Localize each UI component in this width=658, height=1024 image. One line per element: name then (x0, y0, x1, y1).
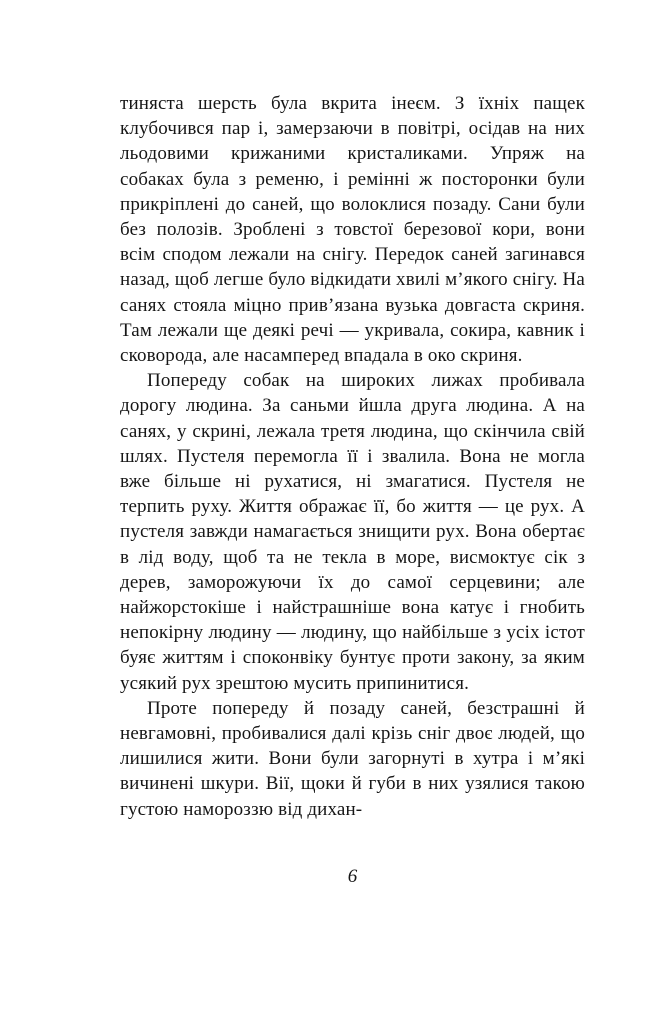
text-column (120, 91, 585, 822)
page-number: 6 (347, 866, 358, 887)
paragraph-2: Попереду собак на широких лижах пробивала дорогу людина. За саньми йшла друга людина. А на санях, у скрині, лежала третя людина, що скінчила свій шлях. Пустеля перемогла її і звалила. Вона не могла вже більше ні рухатися, ні змагатися. Пустеля не терпить руху. Життя ображає її, бо життя — це рух. А пустеля завжди намагається знищити рух. Вона обертає в лід воду, щоб та не текла в море, висмоктує сік з дерев, заморожуючи їх до самої серцевини; але найжорстокіше і найстрашніше вона катує і гнобить непокірну людину — людину, що найбільше з усіх істот буяє життям і споконвіку бунтує проти закону, за яким усякий рух зрештою мусить припинитися. (120, 370, 585, 694)
paragraph-3: Проте попереду й позаду саней, безстрашні й невгамовні, пробивалися далі крізь сніг двоє людей, що лишилися жити. Вони були загорнуті в хутра і м’які вичинені шкури. Вії, щоки й губи в них узялися такою густою намороззю від дихан- (120, 697, 585, 820)
paragraph-1: тиняста шерсть була вкрита інеєм. З їхніх пащек клубочився пар і, замерзаючи в повітрі, осідав на них льодовими крижаними кристаликами. Упряж на собаках була з ременю, і ремінні ж посторонки були прикріплені до саней, що волоклися позаду. Сани були без полозів. Зроблені з товстої березової кори, вони всім сподом лежали на снігу. Передок саней загинався назад, щоб легше було відкидати хвилі м’якого снігу. На санях стояла міцно прив’язана вузька довгаста скриня. Там лежали ще деякі речі — укривала, сокира, кавник і сковорода, але насамперед впадала в око скриня. (120, 93, 586, 367)
